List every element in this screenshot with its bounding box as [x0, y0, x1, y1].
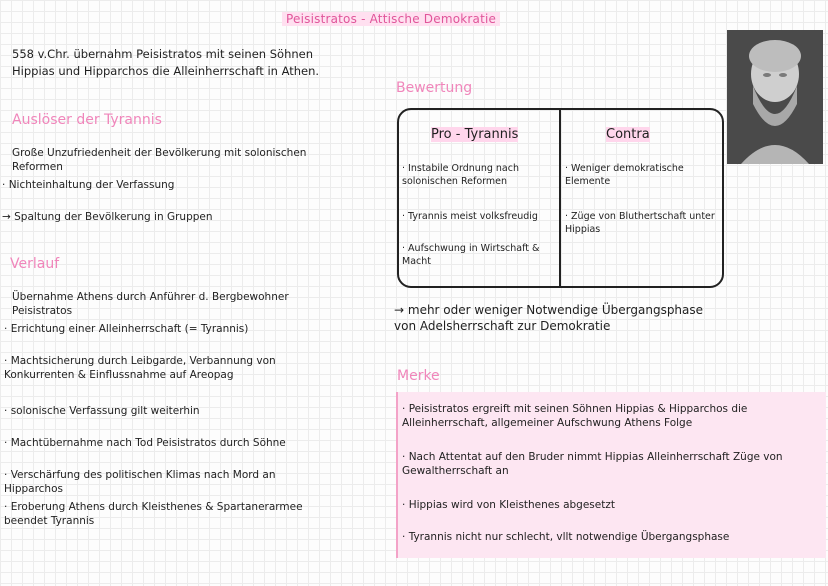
- ausloeser-item: Große Unzufriedenheit der Bevölkerung mit solonischen Reformen: [12, 147, 307, 173]
- intro-text: 558 v.Chr. übernahm Peisistratos mit seinen Söhnen Hippias und Hipparchos die Alleinherrschaft in Athen.: [12, 47, 320, 78]
- verlauf-item: · Machtübernahme nach Tod Peisistratos durch Söhne: [4, 436, 329, 450]
- pro-header: Pro - Tyrannis: [431, 127, 519, 142]
- pro-item: · Aufschwung in Wirtschaft & Macht: [402, 242, 552, 268]
- verlauf-item: · Machtsicherung durch Leibgarde, Verbannung von Konkurrenten & Einflussnahme auf Areopag: [4, 354, 324, 382]
- contra-item: · Züge von Bluthertschaft unter Hippias: [565, 210, 715, 236]
- bust-image: [727, 30, 823, 164]
- verlauf-item: · solonische Verfassung gilt weiterhin: [4, 404, 329, 418]
- merke-item: · Nach Attentat auf den Bruder nimmt Hippias Alleinherrschaft Züge von Gewaltherrschaft an: [402, 450, 812, 478]
- verlauf-item: · Errichtung einer Alleinherrschaft (= Tyrannis): [4, 322, 329, 336]
- section-heading-ausloeser: Auslöser der Tyrannis: [12, 112, 162, 128]
- section-heading-bewertung: Bewertung: [396, 80, 473, 96]
- merke-item: · Peisistratos ergreift mit seinen Söhnen Hippias & Hipparchos die Alleinherrschaft, allgemeiner Aufschwung Athens Folge: [402, 402, 812, 430]
- contra-item: · Weniger demokratische Elemente: [565, 162, 717, 188]
- merke-item: · Tyrannis nicht nur schlecht, vllt notwendige Übergangsphase: [402, 530, 812, 544]
- section-heading-merke: Merke: [397, 368, 440, 384]
- verlauf-item: · Eroberung Athens durch Kleisthenes & Spartanerarmee beendet Tyrannis: [4, 500, 314, 528]
- verlauf-item: · Verschärfung des politischen Klimas nach Mord an Hipparchos: [4, 468, 329, 496]
- merke-item: · Hippias wird von Kleisthenes abgesetzt: [402, 498, 812, 512]
- verlauf-item: Übernahme Athens durch Anführer d. Bergbewohner Peisistratos: [12, 291, 289, 317]
- bust-illustration: [727, 30, 823, 164]
- ausloeser-item: · Nichteinhaltung der Verfassung: [2, 178, 327, 192]
- ausloeser-item: → Spaltung der Bevölkerung in Gruppen: [2, 210, 327, 224]
- pro-item: · Instabile Ordnung nach solonischen Reformen: [402, 162, 557, 188]
- conclusion-text: → mehr oder weniger Notwendige Übergangsphase von Adelsherrschaft zur Demokratie: [394, 302, 724, 334]
- section-heading-verlauf: Verlauf: [10, 256, 60, 272]
- pro-item: · Tyrannis meist volksfreudig: [402, 210, 557, 223]
- table-divider: [559, 108, 561, 286]
- page-title: Peisistratos - Attische Demokratie: [282, 12, 500, 26]
- contra-header: Contra: [606, 127, 650, 142]
